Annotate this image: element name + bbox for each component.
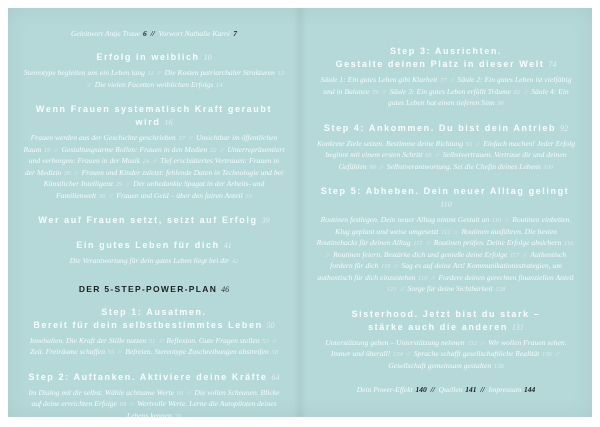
toc-entries: [23, 68, 285, 91]
runline-text: Dein Power-Effekt: [356, 385, 413, 394]
chapter-heading-line: Step 1: Ausatmen.: [101, 306, 207, 317]
chapter-page-number: 74: [546, 60, 557, 69]
entry-separator: //: [151, 158, 159, 165]
entry-separator: //: [521, 251, 529, 259]
runline-page-number: 6: [141, 29, 147, 38]
entry-text: Unsichtbar im öffentlichen Raum: [23, 133, 278, 154]
entry-text: Routinen feiern. Bestärke dich und genieße deine Erfolge: [333, 249, 508, 259]
entry-page-number: 66: [175, 389, 184, 397]
entry-page-number: 53: [260, 337, 269, 345]
entry-page-number: 95: [423, 152, 432, 159]
entry-page-number: 132: [465, 339, 478, 347]
chapter-heading: [23, 51, 285, 64]
runline-text: Quellen: [438, 385, 463, 394]
entry-text: Routinen prüfen. Deine Erfolge absichern: [433, 238, 562, 247]
entry-page-number: 121: [386, 286, 397, 293]
plan-page-number: 46: [219, 284, 230, 294]
entry-separator: //: [116, 349, 124, 356]
toc-entries: [23, 336, 285, 359]
entry-text: Sag es auf deine Art! Kommunikationsstrategien, um authentisch für dich einzustehen: [317, 261, 562, 282]
chapter-page-number: 41: [221, 241, 232, 250]
entry-separator: //: [398, 286, 406, 293]
entry-separator: //: [553, 351, 560, 358]
entry-text: Die Verantwortung für dein gutes Leben liegt bei dir: [69, 256, 230, 265]
entry-text: Wir wollen Frauen sehen. Immer und überall!: [330, 337, 567, 358]
entry-text: Selbstverantwortung. Sei die Chefin deines Lebens: [386, 161, 541, 171]
entry-page-number: 110: [490, 217, 502, 224]
chapter-page-number: 39: [259, 216, 270, 225]
runline-page-number: 141: [463, 385, 477, 394]
entry-page-number: 79: [370, 88, 379, 96]
entry-text: Zeit. Freiräume schaffen: [29, 347, 105, 356]
entry-text: Routinen ausführen. Die besten Routinehacks für deinen Alltag: [316, 226, 557, 247]
toc-entries: [23, 388, 285, 423]
chapter-heading-line: Erfolg in weiblich: [96, 52, 200, 62]
chapter-page-number: 110: [440, 200, 452, 209]
entry-separator: //: [325, 251, 332, 259]
chapter-heading-line: Wer auf Frauen setzt, setzt auf Erfolg: [38, 215, 258, 225]
runline-text: Vorwort Nathalie Karré: [158, 29, 231, 38]
entry-page-number: 116: [562, 240, 574, 247]
entry-page-number: 128: [493, 286, 506, 293]
entry-separator: //: [448, 77, 456, 84]
chapter-heading-line: Wenn Frauen systematisch Kraft geraubt wird: [35, 104, 273, 127]
entry-text: Frauen und Geld – über den fairen Anteil: [116, 190, 243, 200]
chapter-page-number: 10: [201, 53, 212, 62]
entry-separator: //: [474, 140, 482, 148]
runline-page-number: 140: [413, 385, 427, 394]
entry-page-number: 134: [391, 351, 403, 358]
chapter-page-number: 131: [509, 322, 524, 332]
chapter-heading: [315, 308, 577, 334]
entry-text: Reflexion. Gute Fragen stellen: [166, 335, 260, 345]
entry-page-number: 26: [62, 169, 71, 177]
entry-separator: //: [392, 263, 400, 270]
chapter-heading: [315, 45, 577, 71]
entry-separator: //: [155, 70, 163, 77]
chapter-heading: [23, 103, 285, 129]
entry-separator: //: [522, 88, 530, 96]
chapter-page-number: 92: [558, 123, 569, 133]
entry-separator: //: [404, 351, 412, 358]
book-spread: [8, 8, 592, 420]
entry-page-number: 86: [495, 100, 504, 107]
entry-separator: //: [186, 135, 194, 142]
chapter-heading: [23, 306, 285, 332]
chapter-heading-line: Step 4: Ankommen. Du bist dein Antrieb: [323, 122, 557, 133]
toc-entries: [315, 215, 577, 296]
entry-page-number: 14: [214, 81, 223, 89]
chapter-heading-line: Ein gutes Leben für dich: [76, 240, 220, 250]
entry-page-number: 33: [243, 192, 252, 200]
entry-page-number: 98: [367, 163, 376, 171]
entry-separator: //: [380, 88, 388, 96]
entry-separator: //: [218, 146, 226, 154]
left-page: [8, 8, 300, 420]
entry-page-number: 55: [106, 349, 115, 356]
entry-page-number: 93: [464, 140, 473, 148]
entry-page-number: 77: [438, 77, 447, 84]
entry-text: Authentisch fordern für dich: [330, 249, 567, 270]
entry-text: Säule 2: Ein gutes Leben ist vielfältig und in Balance: [323, 75, 572, 96]
toc-entries: [315, 75, 577, 110]
chapter-page-number: 64: [269, 372, 280, 382]
right-page-content: [315, 8, 577, 395]
runline-page-number: 144: [522, 385, 536, 394]
entry-text: Innehalten. Die Kraft der Stille nutzen: [29, 335, 147, 345]
right-page: [300, 8, 592, 417]
chapter-heading-line: Step 5: Abheben. Dein neuer Alltag gelingt: [320, 186, 570, 196]
entry-text: Gestaltungsarme Rollen: Frauen in den Medien: [61, 144, 208, 154]
entry-text: Sprache schafft gesellschaftliche Realität: [413, 349, 540, 358]
entry-page-number: 19: [42, 146, 51, 154]
chapter-heading: [315, 185, 577, 211]
chapter-heading: [23, 239, 285, 252]
chapter-page-number: 16: [162, 118, 173, 127]
entry-separator: //: [503, 217, 511, 224]
entry-separator: //: [185, 389, 193, 397]
toc-entries: [23, 256, 285, 268]
entry-page-number: 22: [208, 146, 217, 154]
chapter-page-number: 50: [264, 320, 275, 330]
entry-separator: //: [128, 401, 136, 408]
entry-text: Unterstützung geben – Unterstützung nehmen: [325, 337, 465, 347]
entry-text: Der unbedankte Spagat in der Arbeits- und Familienwelt: [56, 179, 265, 200]
entry-separator: //: [124, 181, 132, 188]
entry-page-number: 70: [172, 412, 182, 420]
entry-text: Die vielen Facetten weiblichen Erfolgs: [94, 79, 214, 89]
chapter-heading-line: Step 3: Ausrichten.: [389, 46, 503, 56]
entry-page-number: 118: [379, 263, 391, 270]
runline-separator: //: [428, 385, 437, 394]
entry-page-number: 100: [541, 163, 554, 171]
toc-runline: [315, 385, 577, 395]
runline-separator: //: [478, 385, 487, 394]
entry-page-number: 112: [439, 228, 451, 236]
entry-separator: //: [429, 274, 437, 282]
entry-separator: //: [157, 337, 165, 345]
entry-text: Im Dialog mit dir selbst. Wähle achtsame Werte: [28, 387, 175, 397]
entry-text: Selbstvertrauen. Vertraue dir und deinen Gefühlen: [338, 150, 567, 171]
entry-separator: //: [87, 81, 93, 89]
entry-text: Frauen werden aus der Geschichte geschrieben: [30, 133, 176, 142]
entry-page-number: 30: [97, 192, 106, 200]
entry-separator: //: [377, 163, 385, 171]
entry-page-number: 51: [147, 337, 156, 345]
entry-text: Die Kosten patriarchaler Strukturen: [164, 68, 275, 77]
entry-separator: //: [433, 152, 441, 159]
chapter-heading: [23, 371, 285, 384]
entry-page-number: 11: [145, 70, 154, 77]
entry-page-number: 119: [416, 274, 428, 282]
entry-page-number: 29: [114, 181, 123, 188]
entry-page-number: 82: [511, 88, 521, 96]
entry-text: Unterrepräsentiert und verborgen: Frauen in der Musik: [28, 144, 285, 165]
entry-text: Fordere deinen gerechten finanziellen Anteil: [438, 272, 574, 282]
entry-separator: //: [270, 337, 277, 345]
entry-text: Stereotype begleiten uns ein Leben lang: [23, 68, 145, 77]
entry-separator: //: [452, 228, 460, 236]
entry-page-number: 58: [269, 349, 279, 356]
chapter-heading-line: Bereit für dein selbstbestimmtes Leben: [33, 319, 263, 330]
entry-separator: //: [479, 339, 487, 347]
entry-separator: //: [52, 146, 60, 154]
entry-page-number: 115: [411, 240, 423, 247]
entry-text: Konkrete Ziele setzen. Bestimme deine Richtung: [316, 138, 464, 148]
entry-text: Säule 4: Ein gutes Leben hat einen tieferen Sinn: [388, 86, 569, 107]
entry-text: Befreien. Stereotype Zuschreibungen abstreifen: [125, 347, 269, 356]
toc-entries: [23, 133, 285, 202]
entry-text: Säule 3: Ein gutes Leben erfüllt Träume: [389, 86, 511, 96]
left-page-content: [23, 8, 285, 422]
runline-page-number: 7: [231, 29, 237, 38]
runline-text: Impressum: [488, 385, 522, 394]
plan-title: [23, 284, 285, 294]
entry-text: Säule 1: Ein gutes Leben gibt Klarheit: [320, 75, 438, 84]
runline-separator: //: [148, 29, 157, 38]
entry-separator: //: [72, 169, 80, 177]
chapter-heading-line: Step 2: Auftanken. Aktiviere deine Kräfte: [28, 371, 268, 382]
entry-page-number: 68: [117, 401, 127, 408]
entry-text: Frauen und Kinder zuletzt: fehlende Daten in Technologie und bei Künstlicher Intelligenz: [43, 167, 284, 188]
chapter-heading-line: stärke auch die anderen: [368, 321, 508, 332]
chapter-heading: [23, 214, 285, 227]
entry-page-number: 13: [275, 70, 285, 77]
entry-text: Die vollen Scheunen. Blicke auf deine erreichten Erfolge: [31, 387, 280, 408]
entry-text: Gesellschaft gemeinsam gestalten: [388, 360, 492, 370]
entry-page-number: 17: [176, 135, 185, 142]
toc-entries: [315, 338, 577, 373]
toc-runline: [23, 29, 285, 39]
plan-title-text: DER 5-STEP-POWER-PLAN: [78, 283, 218, 294]
chapter-heading-line: Sisterhood. Jetzt bist du stark –: [351, 308, 541, 319]
entry-text: Tief erschüttertes Vertrauen: Frauen in der Medizin: [24, 156, 280, 177]
entry-text: Routinen festlegen. Dein neuer Alltag nimmt Gestalt an: [320, 215, 490, 224]
runline-text: Geleitwort Antje Traue: [71, 29, 141, 38]
entry-page-number: 138: [492, 362, 504, 370]
entry-page-number: 42: [230, 258, 239, 265]
entry-text: Routinen einbetten. Klug geplant und weise umgesetzt: [335, 215, 572, 236]
entry-page-number: 24: [141, 158, 150, 165]
entry-text: Wertvolle Werte. Lerne die Autopiloten deines Lebens kennen: [126, 399, 277, 420]
entry-text: Einfach machen! Jeder Erfolg beginnt mit einem ersten Schritt: [325, 138, 576, 159]
chapter-heading-line: Gestalte deinen Platz in dieser Welt: [335, 59, 545, 69]
entry-page-number: 117: [508, 251, 520, 259]
entry-text: Sorge für deine Sichtbarkeit: [407, 284, 493, 293]
entry-separator: //: [424, 240, 432, 247]
entry-page-number: 136: [540, 351, 552, 358]
toc-entries: [315, 139, 577, 174]
entry-separator: //: [107, 192, 115, 200]
chapter-heading: [315, 122, 577, 135]
